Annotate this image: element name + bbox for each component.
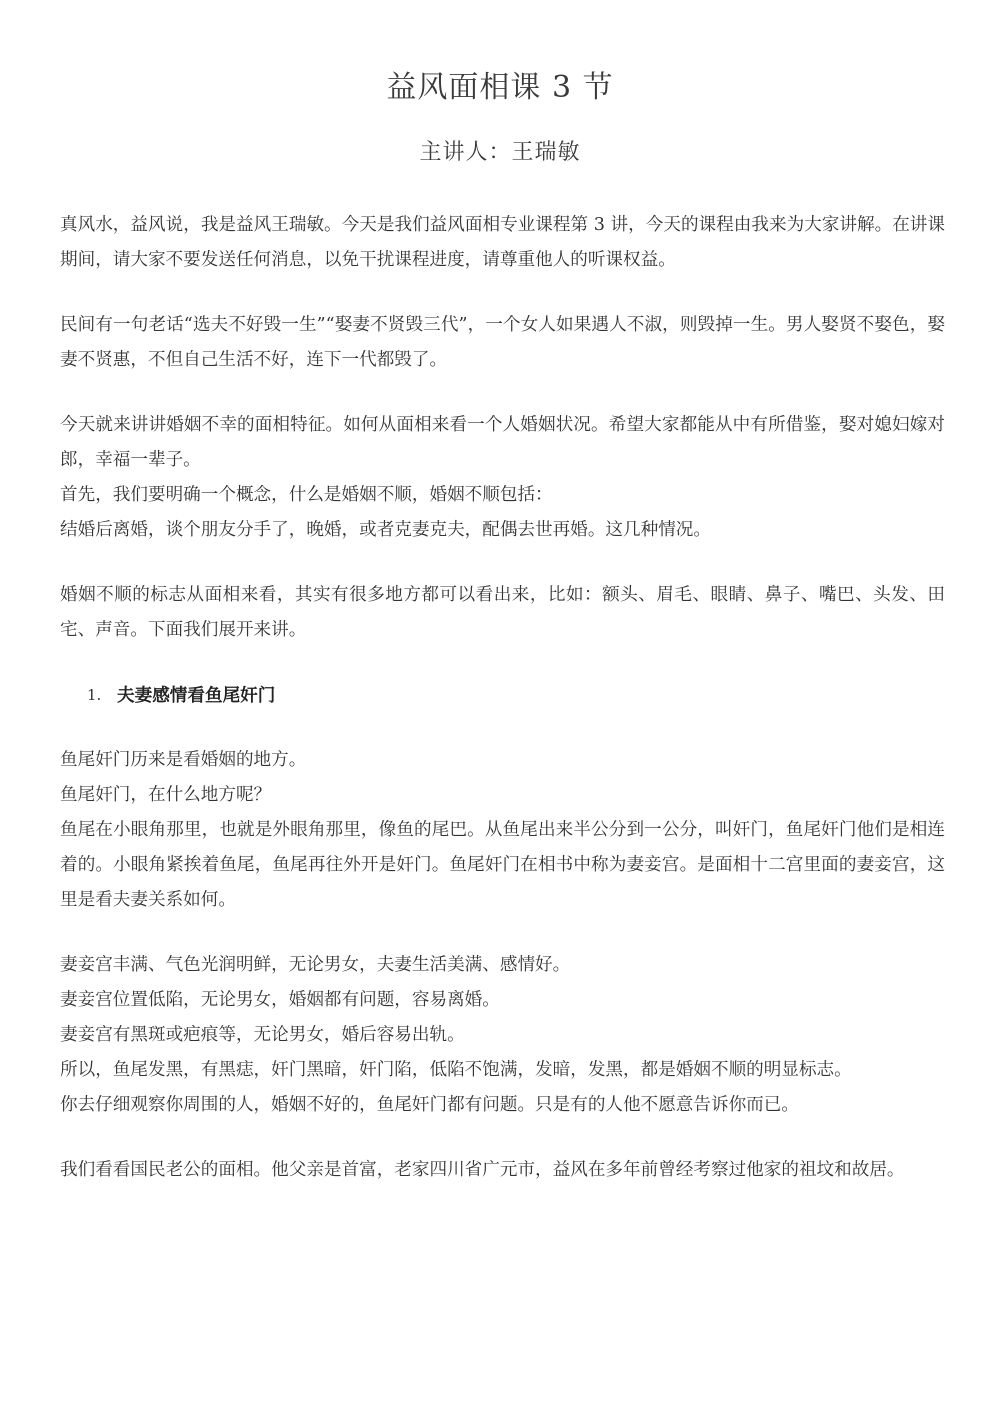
section-heading [60,678,945,713]
palace-line: 妻妾宫丰满、气色光润明鲜，无论男女，夫妻生活美满、感情好。 [60,955,571,975]
palace-line: 所以，鱼尾发黑，有黑痣，奸门黑暗，奸门陷，低陷不饱满，发暗，发黑，都是婚姻不顺的明显标志。 [60,1060,852,1080]
intro-paragraph: 真风水，益风说，我是益风王瑞敏。今天是我们益风面相专业课程第 3 讲，今天的课程由我来为大家讲解。在讲课期间，请大家不要发送任何消息，以免干扰课程进度，请尊重他人的听课权益。 [60,215,945,270]
section-number: 1. [87,686,102,704]
topic-line: 结婚后离婚，谈个朋友分手了，晚婚，或者克妻克夫，配偶去世再婚。这几种情况。 [60,520,711,540]
palace-line: 妻妾宫位置低陷，无论男女，婚姻都有问题，容易离婚。 [60,990,500,1010]
palace-line: 你去仔细观察你周围的人，婚姻不好的，鱼尾奸门都有问题。只是有的人他不愿意告诉你而已。 [60,1095,799,1115]
section1-paragraph [60,743,945,918]
document-speaker: 主讲人：王瑞敏 [419,140,581,165]
signs-paragraph: 婚姻不顺的标志从面相来看，其实有很多地方都可以看出来，比如：额头、眉毛、眼睛、鼻子、嘴巴、头发、田宅、声音。下面我们展开来讲。 [60,585,945,640]
paragraph-spacer [60,378,945,408]
palace-line: 妻妾宫有黑斑或疤痕等，无论男女，婚后容易出轨。 [60,1025,465,1045]
paragraph-spacer [60,648,945,678]
document-title: 益风面相课 3 节 [386,70,614,105]
example-paragraph: 我们看看国民老公的面相。他父亲是首富，老家四川省广元市，益风在多年前曾经考察过他家的祖坟和故居。 [60,1160,905,1180]
saying-paragraph: 民间有一句老话“选夫不好毁一生”“娶妻不贤毁三代”，一个女人如果遇人不淑，则毁掉一生。男人娶贤不娶色，娶妻不贤惠，不但自己生活不好，连下一代都毁了。 [60,315,945,370]
paragraph-spacer [60,548,945,578]
topic-line: 首先，我们要明确一个概念，什么是婚姻不顺，婚姻不顺包括： [60,485,553,505]
paragraph-spacer [60,278,945,308]
section1-line: 鱼尾奸门，在什么地方呢？ [60,785,272,805]
paragraph-spacer [60,918,945,948]
section1-line: 鱼尾奸门历来是看婚姻的地方。 [60,750,307,770]
topic-line: 今天就来讲讲婚姻不幸的面相特征。如何从面相来看一个人婚姻状况。希望大家都能从中有所借鉴，娶对媳妇嫁对郎，幸福一辈子。 [60,415,945,470]
palace-paragraph [60,948,945,1123]
section-heading-text: 夫妻感情看鱼尾奸门 [117,685,276,706]
paragraph-spacer [60,1123,945,1153]
topic-paragraph [60,408,945,548]
document-body [60,208,945,1188]
section1-line: 鱼尾在小眼角那里，也就是外眼角那里，像鱼的尾巴。从鱼尾出来半公分到一公分，叫奸门，鱼尾奸门他们是相连着的。小眼角紧挨着鱼尾，鱼尾再往外开是奸门。鱼尾奸门在相书中称为妻妾宫。是面相十二宫里面的妻妾宫，这里是看夫妻关系如何。 [60,820,945,910]
paragraph-spacer [60,713,945,743]
